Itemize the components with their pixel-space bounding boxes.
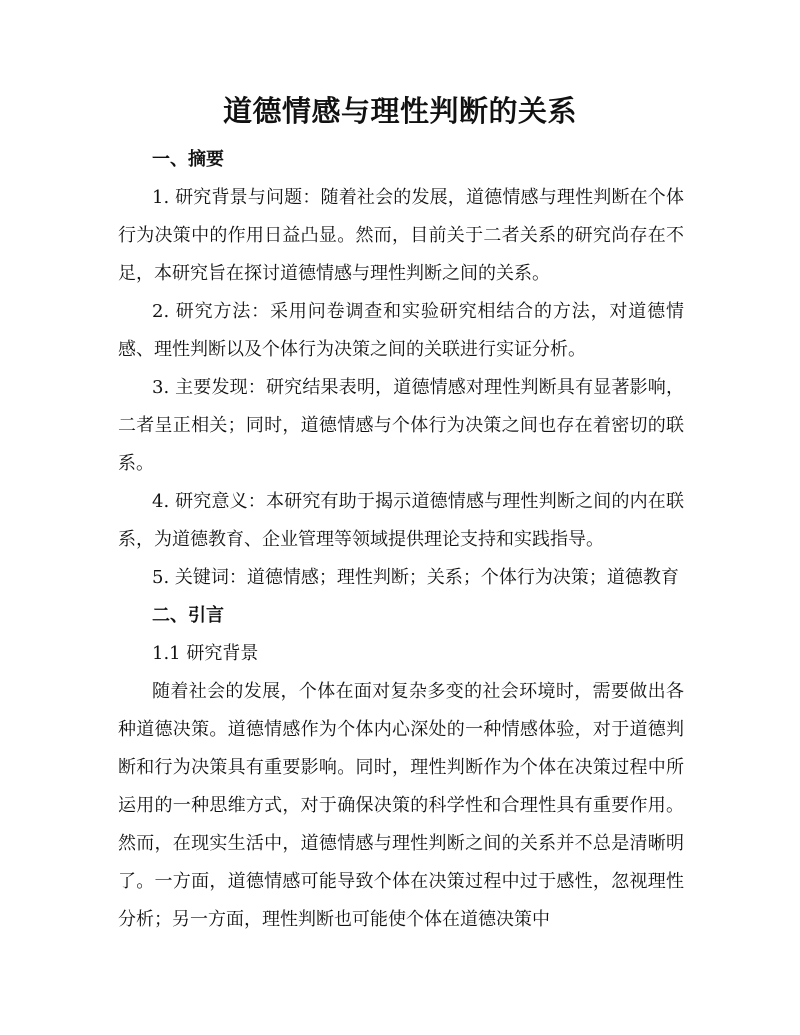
abstract-item-significance: 4. 研究意义：本研究有助于揭示道德情感与理性判断之间的内在联系，为道德教育、企业管理等领域提供理论支持和实践指导。 — [118, 491, 684, 550]
abstract-item-background: 1. 研究背景与问题：随着社会的发展，道德情感与理性判断在个体行为决策中的作用日益凸显。然而，目前关于二者关系的研究尚存在不足，本研究旨在探讨道德情感与理性判断之间的关系。 — [118, 187, 684, 284]
subsection-heading-background: 1.1 研究背景 — [152, 643, 259, 664]
abstract-item-findings: 3. 主要发现：研究结果表明，道德情感对理性判断具有显著影响，二者呈正相关；同时，道德情感与个体行为决策之间也存在着密切的联系。 — [118, 377, 684, 474]
introduction-paragraph: 随着社会的发展，个体在面对复杂多变的社会环境时，需要做出各种道德决策。道德情感作为个体内心深处的一种情感体验，对于道德判断和行为决策具有重要影响。同时，理性判断作为个体在决策过程中所运用的一种思维方式，对于确保决策的科学性和合理性具有重要作用。然而，在现实生活中，道德情感与理性判断之间的关系并不总是清晰明了。一方面，道德情感可能导致个体在决策过程中过于感性，忽视理性分析；另一方面，理性判断也可能使个体在道德决策中 — [118, 681, 684, 930]
abstract-item-method: 2. 研究方法：采用问卷调查和实验研究相结合的方法，对道德情感、理性判断以及个体行为决策之间的关联进行实证分析。 — [118, 301, 684, 360]
section-heading-abstract: 一、摘要 — [152, 149, 224, 170]
document-title: 道德情感与理性判断的关系 — [222, 94, 577, 128]
document-body — [118, 141, 684, 939]
abstract-item-keywords: 5. 关键词：道德情感；理性判断；关系；个体行为决策；道德教育 — [152, 567, 679, 588]
section-heading-introduction: 二、引言 — [152, 605, 224, 626]
